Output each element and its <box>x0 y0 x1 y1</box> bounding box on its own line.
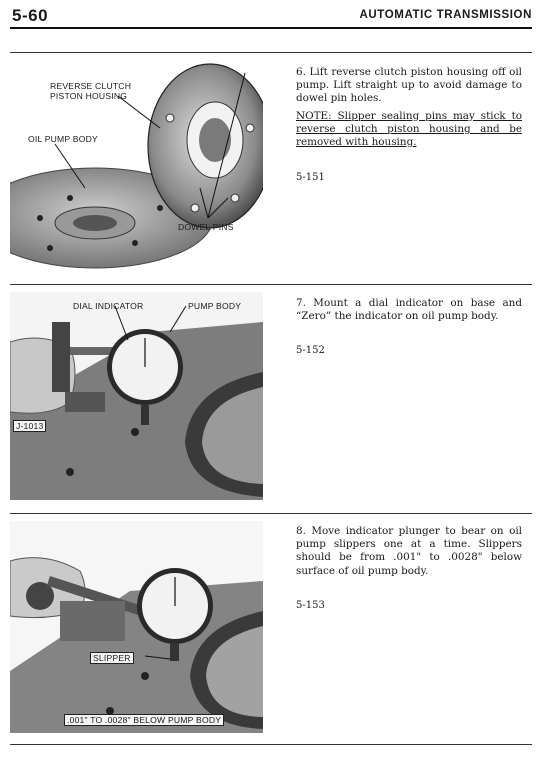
footer-rule <box>10 744 532 745</box>
label-piston-housing: PISTON HOUSING <box>50 91 128 101</box>
label-dial-indicator: DIAL INDICATOR <box>73 301 144 311</box>
figure-number-5-153: 5-153 <box>296 600 325 611</box>
section-divider <box>10 513 532 514</box>
step-6-note: NOTE: Slipper sealing pins may stick to reverse clutch piston housing and be removed with housing. <box>296 109 522 149</box>
page-number: 5-60 <box>12 6 49 25</box>
section-divider <box>10 284 532 285</box>
figure-number-5-151: 5-151 <box>296 172 325 183</box>
step-6 <box>296 66 522 149</box>
figure-slipper-check <box>10 521 263 733</box>
figure-number-5-152: 5-152 <box>296 345 325 356</box>
label-pump-body: PUMP BODY <box>188 301 242 311</box>
figure-oil-pump-housing <box>10 58 263 270</box>
photo-dial-indicator <box>10 292 263 500</box>
figure-dial-indicator <box>10 292 263 500</box>
label-slipper: SLIPPER <box>90 652 134 664</box>
photo-oil-pump-housing <box>10 58 263 270</box>
page-header <box>10 4 532 26</box>
section-title: AUTOMATIC TRANSMISSION <box>359 9 532 21</box>
label-reverse-clutch: REVERSE CLUTCH <box>50 81 132 91</box>
label-dowel-pins: DOWEL PINS <box>178 222 234 232</box>
section-divider <box>10 52 532 53</box>
step-7-text: 7. Mount a dial indicator on base and “Zero” the indicator on oil pump body. <box>296 297 522 323</box>
header-rule <box>10 27 532 29</box>
step-7 <box>296 297 522 323</box>
label-tool-j1013: J-1013 <box>13 420 46 432</box>
label-oil-pump-body: OIL PUMP BODY <box>28 134 98 144</box>
step-8-text: 8. Move indicator plunger to bear on oil pump slippers one at a time. Slippers should be from .001" to .0028" below surface of oil pump body. <box>296 525 522 577</box>
photo-slipper-check <box>10 521 263 733</box>
step-8 <box>296 525 522 578</box>
label-tolerance: .001" TO .0028" BELOW PUMP BODY <box>64 714 224 726</box>
step-6-text: 6. Lift reverse clutch piston housing off oil pump. Lift straight up to avoid damage to dowel pin holes. <box>296 66 522 105</box>
